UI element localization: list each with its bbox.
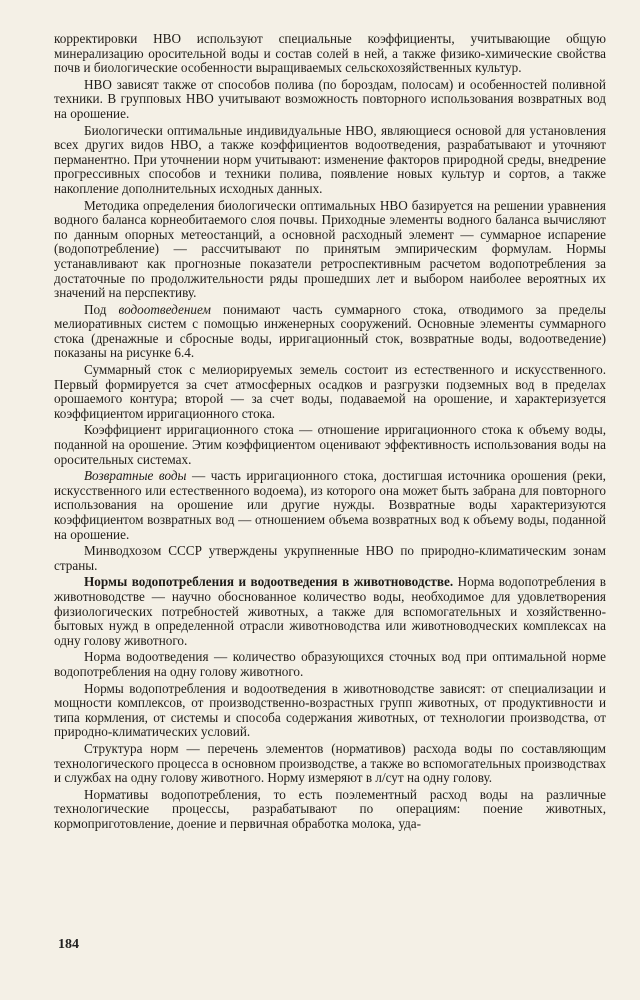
paragraph: [54, 124, 606, 197]
text-run: — часть ирригационного стока, достигшая источника орошения (реки, искусственного или естественного водоема), из которого она может быть забрана для повторного использования на орошение или другие нужды. Возвратные воды характеризуются коэффициентом возвратных вод — отношением объема возвратных вод к объему воды, поданной на орошение.: [54, 468, 606, 542]
paragraph: [54, 363, 606, 421]
paragraph: [54, 575, 606, 648]
paragraph: [54, 32, 606, 76]
paragraph: [54, 742, 606, 786]
paragraph: [54, 423, 606, 467]
text-run: Нормативы водопотребления, то есть поэлементный расход воды на различные технологические процессы, разрабатывают по операциям: поение животных, кормоприготовление, доение и первичная обработка молока, уда-: [54, 786, 606, 831]
text-run: Нормы водопотребления и водоотведения в животноводстве зависят: от специализации и мощности комплексов, от производственно-возрастных групп животных, от продуктивности и типа кормления, от системы и способа содержания животных, от технологии производства, от природно-климатических условий.: [54, 680, 606, 740]
italic-term: водоотведением: [118, 301, 211, 317]
text-run: Под: [84, 301, 119, 317]
paragraph: [54, 303, 606, 361]
text-run: Норма водоотведения — количество образующихся сточных вод при оптимальной норме водопотребления на одну голову животного.: [54, 649, 606, 679]
text-run: Минводхозом СССР утверждены укрупненные НВО по природно-климатическим зонам страны.: [54, 543, 606, 573]
bold-heading: Нормы водопотребления и водоотведения в животноводстве.: [84, 574, 454, 590]
paragraph: [54, 78, 606, 122]
paragraph: [54, 650, 606, 679]
paragraph: [54, 469, 606, 542]
paragraph: [54, 788, 606, 832]
text-run: корректировки НВО используют специальные коэффициенты, учитывающие общую минерализацию оросительной воды и состав солей в ней, а также физико-химические свойства почв и биологические особенности выращиваемых сельскохозяйственных культур.: [54, 31, 606, 76]
text-body: [54, 32, 606, 831]
page-number: 184: [58, 937, 79, 952]
text-run: Биологически оптимальные индивидуальные НВО, являющиеся основой для установления всех других видов НВО, а также коэффициентов водоотведения, разрабатывают и уточняют перманентно. При уточнении норм учитывают: изменение факторов природной среды, внедрение прогрессивных способов и техники полива, появление новых культур и сортов, а также накопление дополнительных исходных данных.: [54, 122, 606, 196]
paragraph: [54, 544, 606, 573]
italic-term: Возвратные воды: [84, 468, 187, 484]
text-run: понимают часть суммарного стока, отводимого за пределы мелиоративных систем с помощью инженерных сооружений. Основные элементы суммарного стока (дренажные и сбросные воды, ирригационный сток, возвратные воды, водоотведение) показаны на рисунке 6.4.: [54, 301, 607, 361]
text-run: Методика определения биологически оптимальных НВО базируется на решении уравнения водного баланса корнеобитаемого слоя почвы. Приходные элементы водного баланса вычисляют по данным опорных метеостанций, а основной расходный элемент — суммарное испарение (водопотребление) — рассчитывают по принятым эмпирическим формулам. Нормы устанавливают как прогнозные показатели ретроспективным расчетом водопотребления за достаточные по продолжительности ряды прошедших лет и выбором наиболее вероятных их значений на перспективу.: [54, 197, 606, 301]
text-run: Структура норм — перечень элементов (нормативов) расхода воды по составляющим технологического процесса в основном производстве, а также во вспомогательных производствах и службах на одну голову животного. Норму измеряют в л/сут на одну голову.: [54, 740, 606, 786]
paragraph: [54, 199, 606, 301]
text-run: Норма водопотребления в животноводстве — научно обоснованное количество воды, необходимое для удовлетворения физиологических потребностей животных, а также для вспомогательных и хозяйственно-бытовых нужд в определенной отрасли животноводства или животноводческих комплексах на одну голову животного.: [54, 574, 607, 648]
text-run: Суммарный сток с мелиорируемых земель состоит из естественного и искусственного. Первый формируется за счет атмосферных осадков и разгрузки подземных вод в пределах орошаемого контура; второй — за счет воды, подаваемой на орошение, и характеризуется коэффициентом ирригационного стока.: [54, 362, 606, 421]
text-run: НВО зависят также от способов полива (по бороздам, полосам) и особенностей поливной техники. В групповых НВО учитывают возможность повторного использования возвратных вод на орошение.: [54, 76, 606, 121]
paragraph: [54, 682, 606, 740]
text-run: Коэффициент ирригационного стока — отношение ирригационного стока к объему воды, поданной на орошение. Этим коэффициентом оценивают эффективность использования воды на оросительных системах.: [54, 422, 606, 467]
